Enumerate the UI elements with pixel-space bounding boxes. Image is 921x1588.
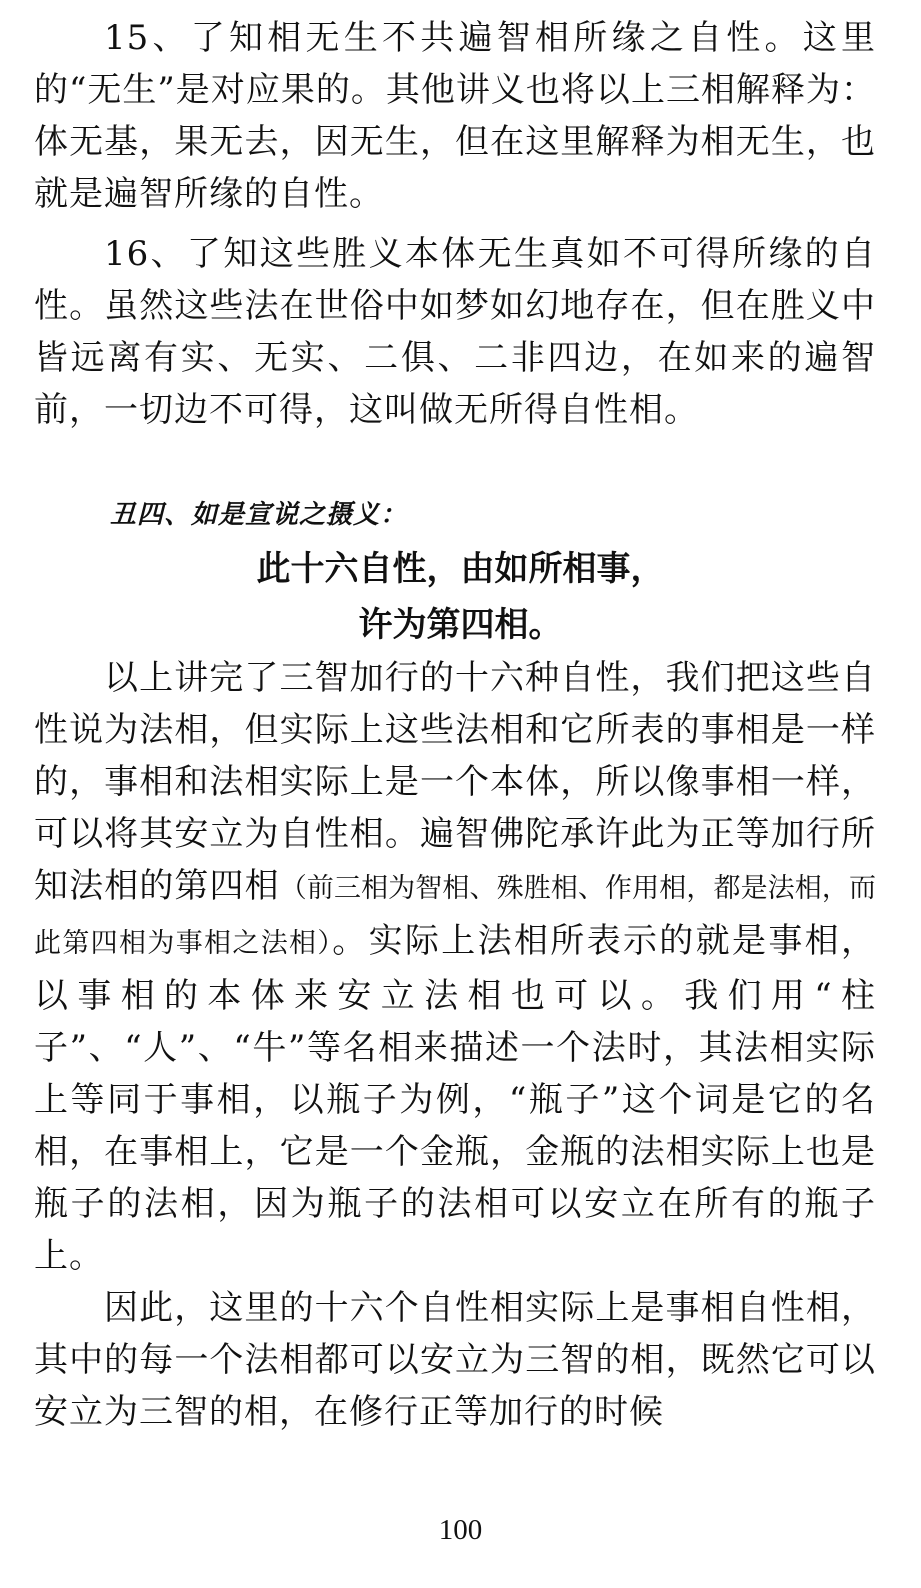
paragraph-item-15: 15、了知相无生不共遍智相所缘之自性。这里的“无生”是对应果的。其他讲义也将以上三相解释为：体无基，果无去，因无生，但在这里解释为相无生，也就是遍智所缘的自性。 [34, 18, 876, 214]
section-heading: 丑四、如是宣说之摄义： [110, 500, 408, 530]
page-number: 100 [438, 1514, 483, 1546]
paragraph-item-16: 16、了知这些胜义本体无生真如不可得所缘的自性。虽然这些法在世俗中如梦如幻地存在，但在胜义中皆远离有实、无实、二俱、二非四边，在如来的遍智前，一切边不可得，这叫做无所得自性相。 [34, 234, 876, 430]
verse-line-1: 此十六自性，由如所相事， [256, 549, 665, 589]
paragraph-explanation-text-b: 。实际上法相所表示的就是事相，以事相的本体来安立法相也可以。我们用“柱子”、“人”、“牛”等名相来描述一个法时，其法相实际上等同于事相，以瓶子为例，“瓶子”这个词是它的名相，在事相上，它是一个金瓶，金瓶的法相实际上也是瓶子的法相，因为瓶子的法相可以安立在所有的瓶子上。 [34, 921, 877, 1276]
paragraph-explanation-text-a: 以上讲完了三智加行的十六种自性，我们把这些自性说为法相，但实际上这些法相和它所表的事相是一样的，事相和法相实际上是一个本体，所以像事相一样，可以将其安立为自性相。遍智佛陀承许此为正等加行所知法相的第四相 [34, 658, 876, 906]
paragraph-conclusion: 因此，这里的十六个自性相实际上是事相自性相，其中的每一个法相都可以安立为三智的相，既然它可以安立为三智的相，在修行正等加行的时候 [34, 1288, 876, 1432]
verse-line-2: 许为第四相。 [358, 605, 563, 645]
paragraph-explanation [34, 652, 876, 1282]
parenthetical-note: （前三相为智相、殊胜相、作用相，都是法相，而此第四相为事相之法相） [34, 873, 876, 959]
